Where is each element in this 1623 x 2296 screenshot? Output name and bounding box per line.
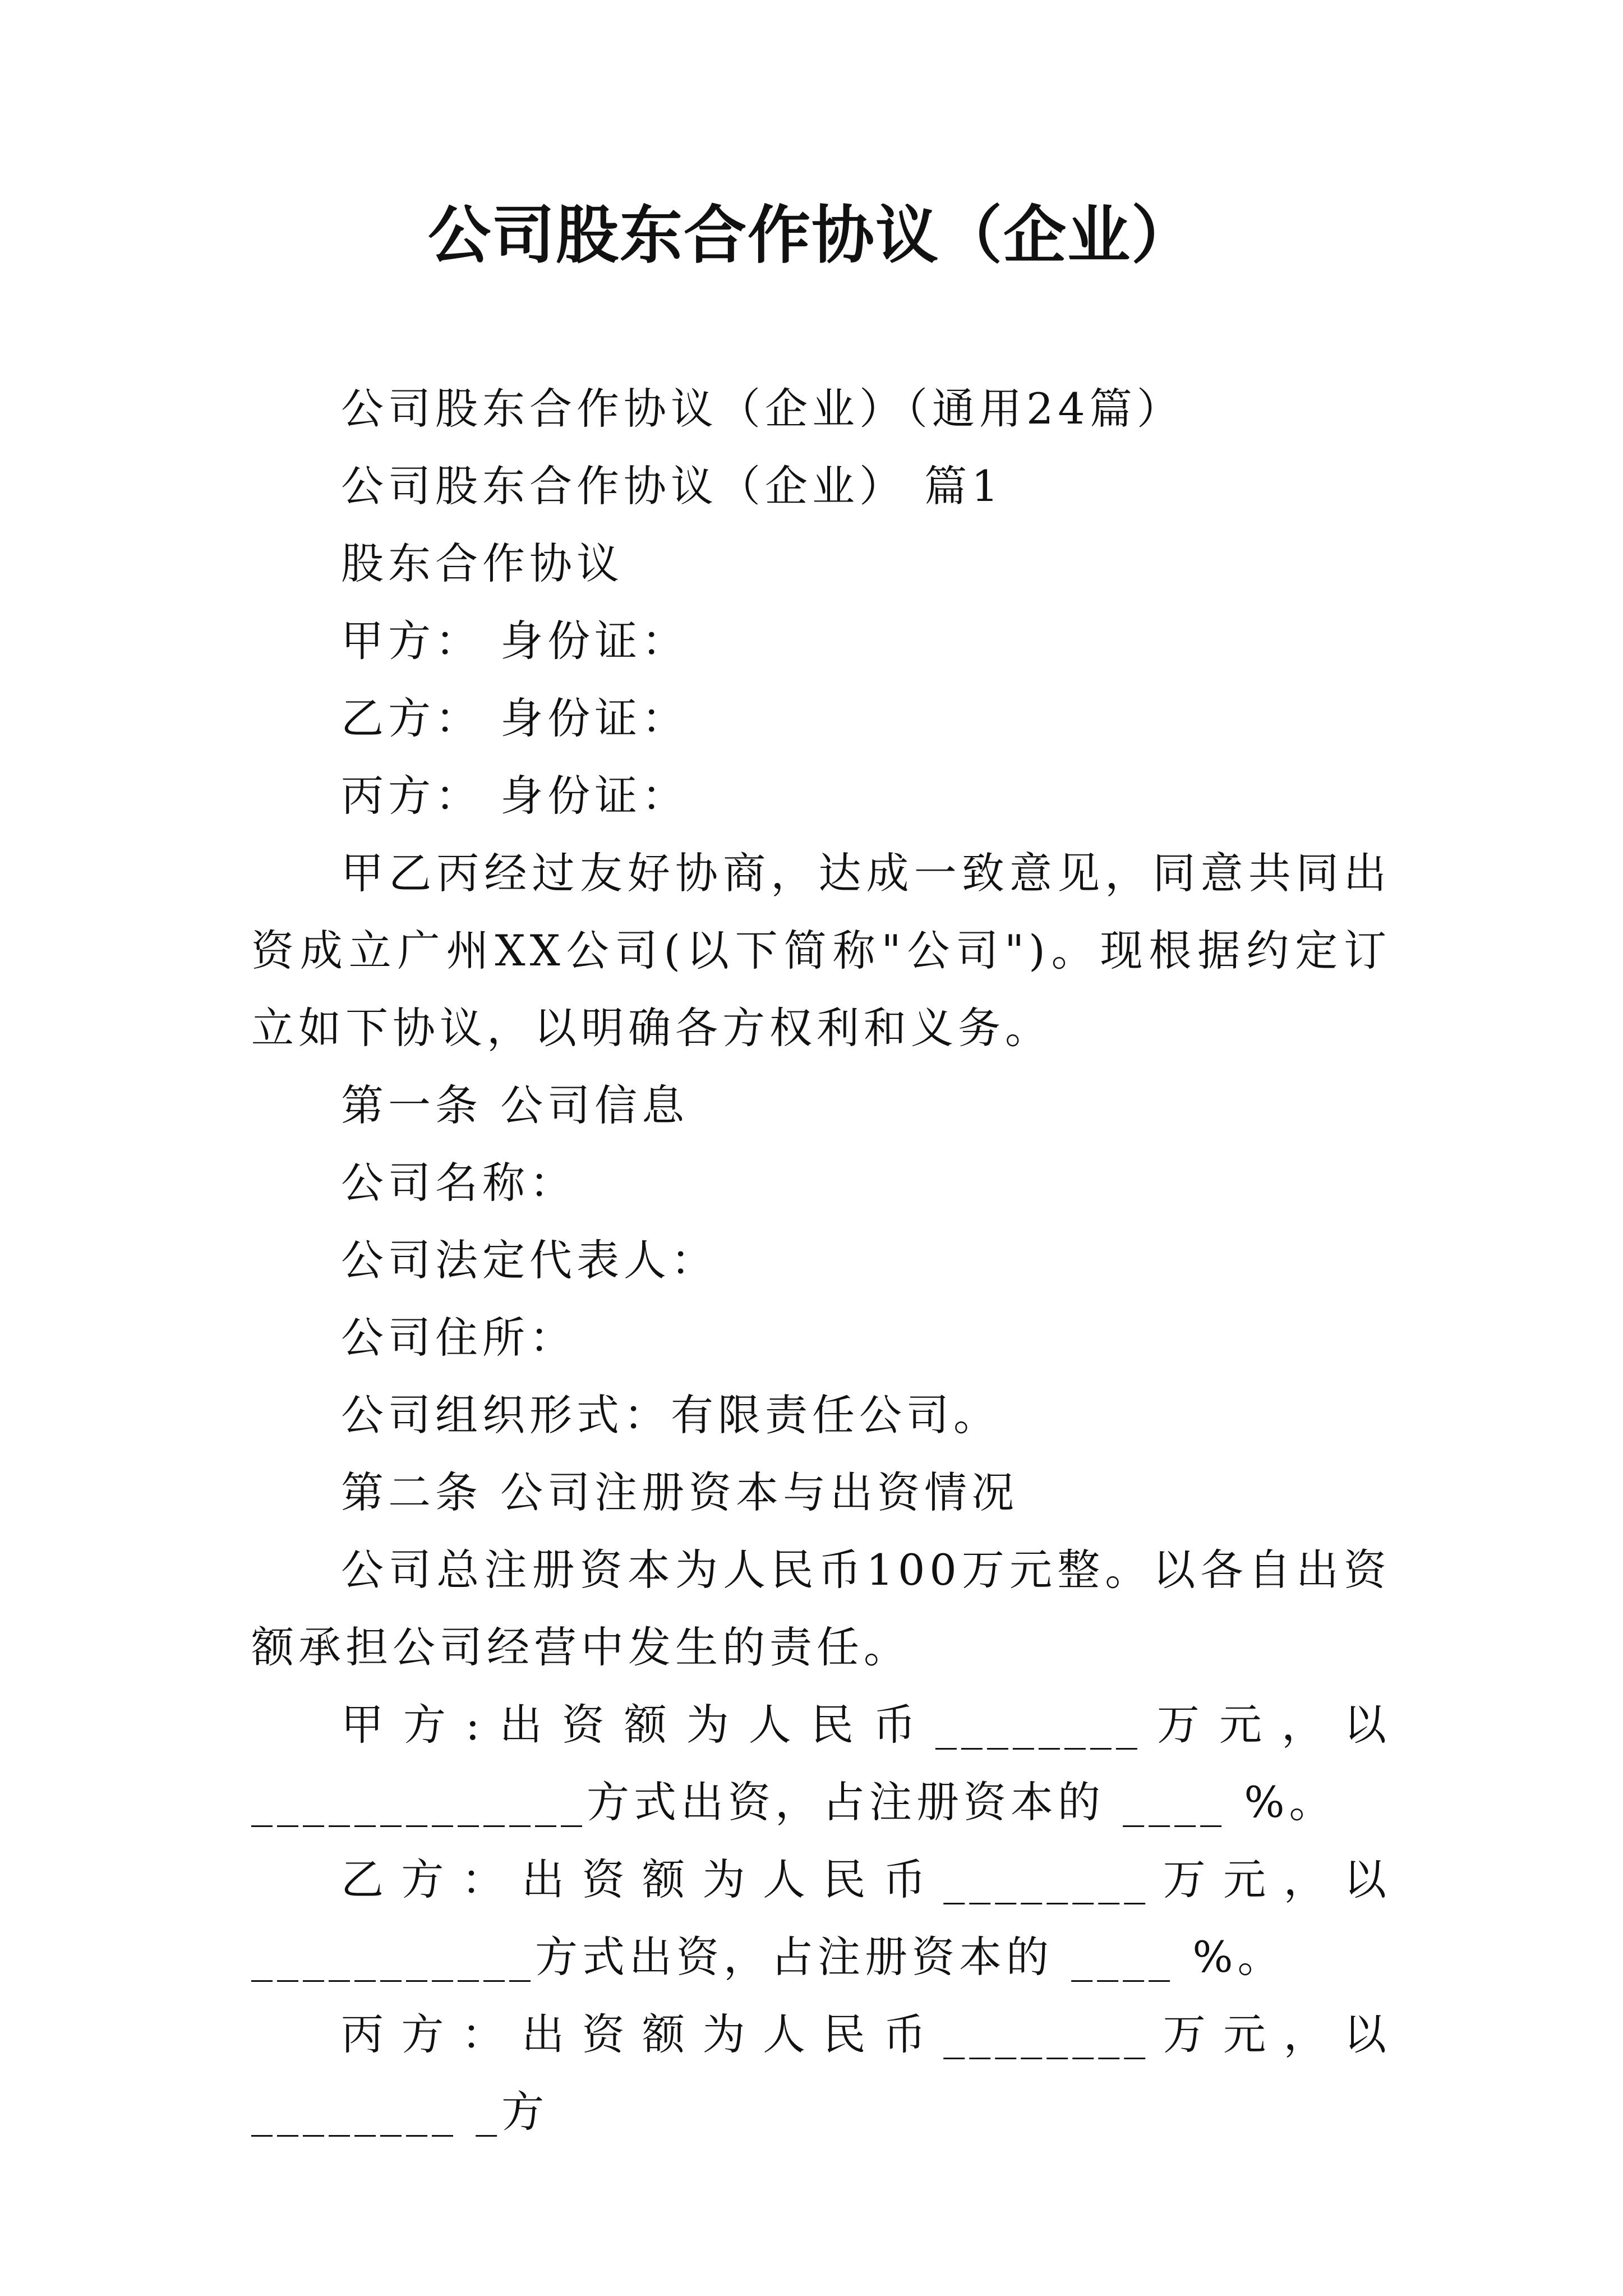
subtitle-line: 公司股东合作协议（企业）（通用24篇） xyxy=(341,384,1184,434)
party-c-line: 丙方： 身份证： xyxy=(341,771,689,821)
company-name-line: 公司名称： xyxy=(341,1158,577,1208)
party-b-contribution: 乙方：出资额为人民币________万元，以___________方式出资，占注册资本的 ____ %。 xyxy=(251,1855,1391,1982)
party-c-contribution: 丙方：出资额为人民币________万元，以________ _方 xyxy=(251,2009,1391,2137)
preamble-paragraph: 甲乙丙经过友好协商，达成一致意见，同意共同出资成立广州XX公司(以下简称"公司")。现根据约定订立如下协议，以明确各方权利和义务。 xyxy=(251,848,1391,1053)
agreement-heading: 股东合作协议 xyxy=(341,539,624,588)
party-a-line: 甲方： 身份证： xyxy=(341,616,689,666)
legal-representative-line: 公司法定代表人： xyxy=(341,1235,718,1285)
article-one-heading: 第一条 公司信息 xyxy=(341,1080,689,1130)
section-heading: 公司股东合作协议（企业） 篇1 xyxy=(341,461,1003,511)
party-a-contribution: 甲方:出资额为人民币________万元，以_____________方式出资，占注册资本的 ____ %。 xyxy=(251,1700,1391,1827)
article-two-heading: 第二条 公司注册资本与出资情况 xyxy=(341,1467,1019,1517)
company-address-line: 公司住所： xyxy=(341,1313,577,1363)
document-title: 公司股东合作协议（企业） xyxy=(428,199,1195,272)
organization-form-line: 公司组织形式：有限责任公司。 xyxy=(341,1390,1000,1440)
party-b-line: 乙方： 身份证： xyxy=(341,693,689,743)
document-body xyxy=(251,370,1391,2151)
registered-capital-paragraph: 公司总注册资本为人民币100万元整。以各自出资额承担公司经营中发生的责任。 xyxy=(251,1545,1391,1672)
